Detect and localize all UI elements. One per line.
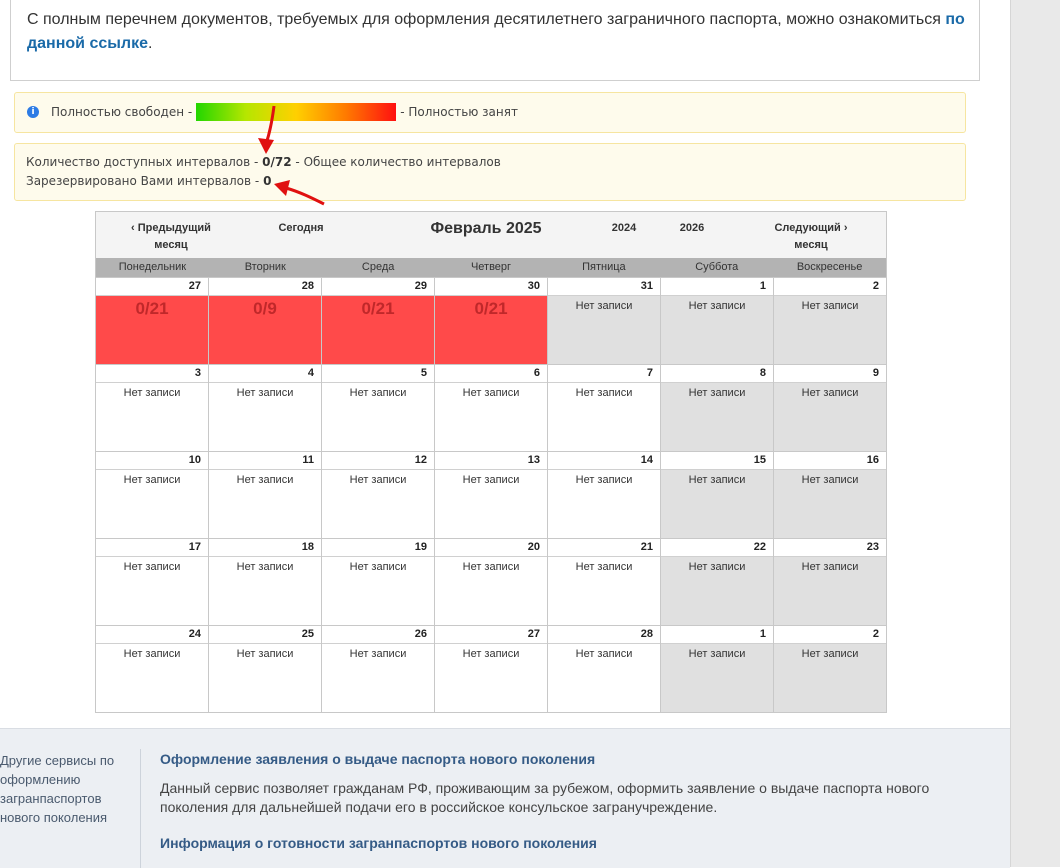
day-slot-status: Нет записи: [349, 648, 407, 660]
day-slot-status: Нет записи: [236, 474, 294, 486]
day-number: 20: [435, 539, 547, 557]
prev-month-label: ‹ Предыдущий: [131, 222, 211, 234]
day-slot-status: 0/21: [96, 296, 208, 364]
availability-gradient-bar: [196, 103, 396, 121]
day-number: 2: [774, 626, 886, 644]
interval-counts-box: [14, 143, 966, 201]
calendar-day-cell[interactable]: [208, 365, 321, 451]
calendar-day-cell[interactable]: [96, 365, 208, 451]
day-slot-status: Нет записи: [575, 648, 633, 660]
day-number: 9: [774, 365, 886, 383]
day-slot-status: Нет записи: [123, 648, 181, 660]
day-number: 16: [774, 452, 886, 470]
calendar-day-cell[interactable]: [96, 626, 208, 712]
calendar-day-cell[interactable]: [434, 278, 547, 364]
red-arrow-down-icon: [252, 104, 286, 156]
calendar-day-cell[interactable]: [208, 278, 321, 364]
day-slot-status: Нет записи: [462, 648, 520, 660]
day-number: 25: [209, 626, 321, 644]
calendar-week-row: [96, 625, 886, 712]
prev-year-button[interactable]: 2024: [611, 222, 637, 234]
calendar-header: [96, 212, 886, 258]
total-intervals-label: - Общее количество интервалов: [295, 155, 501, 169]
footer-divider: [140, 749, 141, 868]
calendar-day-cell[interactable]: [547, 626, 660, 712]
day-number: 18: [209, 539, 321, 557]
available-intervals-label: Количество доступных интервалов -: [26, 155, 259, 169]
calendar-day-cell[interactable]: [660, 539, 773, 625]
day-number: 22: [661, 539, 773, 557]
calendar-day-cell[interactable]: [96, 278, 208, 364]
day-number: 6: [435, 365, 547, 383]
day-slot-status: Нет записи: [661, 470, 773, 538]
day-number: 21: [548, 539, 660, 557]
page-right-margin: [1010, 0, 1060, 867]
day-slot-status: 0/21: [435, 296, 547, 364]
day-number: 3: [96, 365, 208, 383]
reserved-intervals-value: 0: [263, 174, 272, 188]
day-slot-status: Нет записи: [774, 644, 886, 712]
day-slot-status: Нет записи: [349, 387, 407, 399]
day-slot-status: Нет записи: [236, 387, 294, 399]
day-number: 2: [774, 278, 886, 296]
documents-info-text: [27, 8, 977, 56]
calendar-day-cell[interactable]: [321, 452, 434, 538]
documents-info-box: [10, 0, 980, 81]
day-number: 13: [435, 452, 547, 470]
next-month-label: Следующий ›: [774, 222, 848, 234]
reserved-intervals-line: [26, 174, 271, 188]
day-number: 30: [435, 278, 547, 296]
calendar-day-cell[interactable]: [773, 452, 886, 538]
weekday-header-row: [96, 258, 886, 277]
calendar-grid: [96, 277, 886, 712]
calendar-day-cell[interactable]: [208, 539, 321, 625]
service-description-application: Данный сервис позволяет гражданам РФ, проживающим за рубежом, оформить заявление о выдаче паспорта нового поколения для дальнейшей подачи его в российское консульское загранучреждение.: [160, 780, 930, 815]
day-slot-status: Нет записи: [236, 648, 294, 660]
available-intervals-line: [26, 155, 501, 169]
calendar-day-cell[interactable]: [773, 626, 886, 712]
calendar-day-cell[interactable]: [208, 452, 321, 538]
reserved-intervals-label: Зарезервировано Вами интервалов -: [26, 174, 260, 188]
day-slot-status: Нет записи: [575, 561, 633, 573]
day-slot-status: Нет записи: [349, 474, 407, 486]
day-number: 31: [548, 278, 660, 296]
next-month-label-2: месяц: [794, 239, 828, 251]
calendar-day-cell[interactable]: [321, 539, 434, 625]
day-slot-status: Нет записи: [661, 383, 773, 451]
day-slot-status: Нет записи: [349, 561, 407, 573]
calendar-day-cell[interactable]: [547, 452, 660, 538]
day-number: 28: [548, 626, 660, 644]
calendar-day-cell[interactable]: [434, 626, 547, 712]
day-slot-status: Нет записи: [123, 561, 181, 573]
day-slot-status: Нет записи: [575, 474, 633, 486]
appointment-calendar: [95, 211, 887, 713]
weekday-monday: Понедельник: [118, 261, 187, 273]
next-month-button[interactable]: [761, 220, 861, 254]
day-number: 27: [435, 626, 547, 644]
calendar-day-cell[interactable]: [208, 626, 321, 712]
weekday-sunday: Воскресенье: [796, 261, 863, 273]
prev-month-label-2: месяц: [154, 239, 188, 251]
calendar-day-cell[interactable]: [660, 452, 773, 538]
day-number: 26: [322, 626, 434, 644]
footer-side-title: Другие сервисы по оформлению загранпаспортов нового поколения: [0, 753, 115, 825]
current-month-title: Февраль 2025: [430, 220, 542, 237]
weekday-saturday: Суббота: [695, 261, 739, 273]
calendar-day-cell[interactable]: [660, 365, 773, 451]
documents-link[interactable]: по данной ссылке: [27, 11, 965, 52]
day-slot-status: Нет записи: [774, 470, 886, 538]
day-slot-status: Нет записи: [661, 296, 773, 364]
day-number: 15: [661, 452, 773, 470]
day-slot-status: Нет записи: [774, 383, 886, 451]
day-slot-status: Нет записи: [236, 561, 294, 573]
available-intervals-value: 0/72: [262, 155, 292, 169]
weekday-tuesday: Вторник: [244, 261, 286, 273]
day-slot-status: Нет записи: [575, 387, 633, 399]
service-link-application[interactable]: Оформление заявления о выдаче паспорта нового поколения: [160, 751, 596, 767]
calendar-day-cell[interactable]: [773, 539, 886, 625]
day-number: 29: [322, 278, 434, 296]
calendar-day-cell[interactable]: [547, 278, 660, 364]
day-slot-status: Нет записи: [462, 474, 520, 486]
day-number: 5: [322, 365, 434, 383]
info-icon: i: [27, 106, 39, 118]
calendar-day-cell[interactable]: [321, 626, 434, 712]
today-button[interactable]: Сегодня: [278, 222, 324, 234]
red-arrow-left-icon: [272, 178, 328, 208]
day-number: 10: [96, 452, 208, 470]
weekday-thursday: Четверг: [470, 261, 512, 273]
availability-legend: [14, 92, 966, 133]
day-number: 23: [774, 539, 886, 557]
calendar-week-row: [96, 277, 886, 364]
legend-busy-label: - Полностью занят: [400, 105, 518, 119]
calendar-day-cell[interactable]: [321, 278, 434, 364]
calendar-day-cell[interactable]: [660, 278, 773, 364]
calendar-day-cell[interactable]: [773, 278, 886, 364]
day-slot-status: Нет записи: [661, 644, 773, 712]
documents-info-sentence: С полным перечнем документов, требуемых для оформления десятилетнего заграничного паспорта, можно ознакомиться: [27, 11, 946, 28]
calendar-week-row: [96, 364, 886, 451]
day-slot-status: Нет записи: [462, 387, 520, 399]
calendar-week-row: [96, 538, 886, 625]
footer-services: [0, 728, 1010, 868]
day-number: 28: [209, 278, 321, 296]
calendar-day-cell[interactable]: [96, 539, 208, 625]
day-slot-status: Нет записи: [123, 474, 181, 486]
day-number: 27: [96, 278, 208, 296]
day-number: 17: [96, 539, 208, 557]
day-slot-status: Нет записи: [661, 557, 773, 625]
documents-info-period: .: [147, 35, 153, 52]
calendar-day-cell[interactable]: [96, 452, 208, 538]
calendar-day-cell[interactable]: [321, 365, 434, 451]
day-number: 24: [96, 626, 208, 644]
day-slot-status: Нет записи: [123, 387, 181, 399]
calendar-day-cell[interactable]: [773, 365, 886, 451]
day-number: 4: [209, 365, 321, 383]
prev-month-button[interactable]: [126, 220, 216, 254]
next-year-button[interactable]: 2026: [679, 222, 705, 234]
calendar-week-row: [96, 451, 886, 538]
day-number: 19: [322, 539, 434, 557]
legend-free-label: Полностью свободен -: [51, 105, 193, 119]
day-slot-status: Нет записи: [774, 557, 886, 625]
day-slot-status: Нет записи: [548, 296, 660, 364]
calendar-day-cell[interactable]: [434, 452, 547, 538]
day-slot-status: Нет записи: [774, 296, 886, 364]
calendar-day-cell[interactable]: [434, 365, 547, 451]
day-slot-status: 0/21: [322, 296, 434, 364]
service-link-readiness[interactable]: Информация о готовности загранпаспортов нового поколения: [160, 835, 597, 851]
weekday-friday: Пятница: [582, 261, 626, 273]
day-slot-status: Нет записи: [462, 561, 520, 573]
day-number: 8: [661, 365, 773, 383]
weekday-wednesday: Среда: [361, 261, 395, 273]
calendar-day-cell[interactable]: [434, 539, 547, 625]
calendar-day-cell[interactable]: [547, 365, 660, 451]
day-slot-status: 0/9: [209, 296, 321, 364]
day-number: 14: [548, 452, 660, 470]
calendar-day-cell[interactable]: [660, 626, 773, 712]
day-number: 1: [661, 626, 773, 644]
calendar-day-cell[interactable]: [547, 539, 660, 625]
day-number: 7: [548, 365, 660, 383]
day-number: 11: [209, 452, 321, 470]
day-number: 12: [322, 452, 434, 470]
day-number: 1: [661, 278, 773, 296]
